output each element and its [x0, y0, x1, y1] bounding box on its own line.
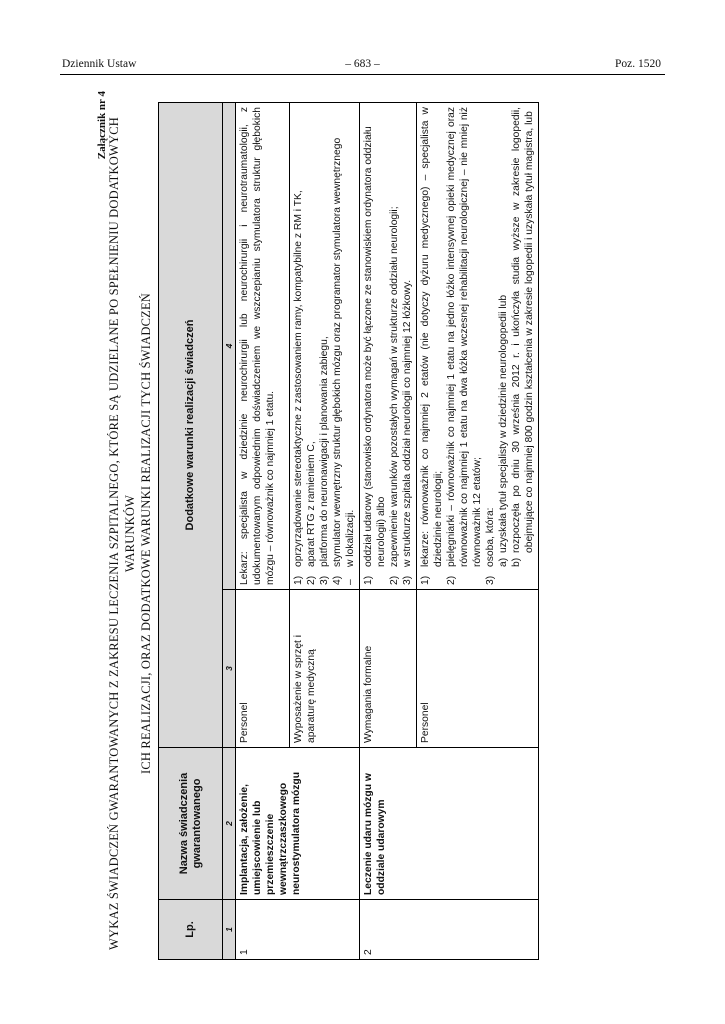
personnel-sublist	[497, 107, 536, 567]
header-conditions: Dodatkowe warunki realizacji świadczeń	[159, 103, 223, 748]
journal-name: Dziennik Ustaw	[62, 58, 137, 70]
list-item: 2) pielęgniarki – równoważnik co najmniej 1 etatu na jedno łóżko intensywnej opieki medycznej oraz równoważnik co najmniej 1 etatu na dwa łóżka wczesnej rehabilitacji neurologicznej – nie mniej niż równoważnik 12 etatów;	[446, 107, 483, 585]
condition-cell	[417, 103, 539, 590]
table-row	[360, 103, 417, 960]
row-service-name: Implantacja, założenie, umiejscowienie lub przemieszczenie wewnątrzczaszkowego neurostymulatora mózgu	[236, 748, 360, 900]
equipment-list	[292, 107, 344, 585]
list-item: 1) lekarze: równoważnik co najmniej 2 etatów (nie dotyczy dyżuru medycznego) – specjalista w dziedzinie neurologii;	[420, 107, 444, 585]
rotated-page-content	[92, 91, 664, 976]
header-rule	[60, 74, 665, 75]
page-number: – 683 –	[345, 58, 380, 70]
document-title	[106, 91, 154, 976]
col-number: 1	[223, 900, 236, 960]
list-item: 2) zapewnienie warunków pozostałych wymagań w strukturze oddziału neurologii;	[389, 206, 400, 585]
position-number: Poz. 1520	[615, 58, 661, 70]
list-item: 1) oprzyrządowanie stereotaktyczne z zastosowaniem ramy, kompatybilne z RM i TK,	[293, 190, 304, 585]
list-item: 3) osoba, która: a) uzyskała tytuł specjalisty w dziedzinie neurologopedii lub b) rozpoczęła po dniu 30 września 2012 r. i ukończyła studia wyższe w zakresie logopedii, obejmujące co najmniej 800 godzin kształcenia w zakresie logopedii i uzyskała tytuł magistra, lub	[485, 107, 535, 585]
category-cell: Personel	[236, 590, 290, 748]
list-item: 3) w strukturze szpitala oddział neurologii co najmniej 12 łóżkowy.	[402, 279, 413, 585]
list-item: 4) stymulator wewnętrzny struktur głębokich mózgu oraz programator stymulatora wewnętrznego	[332, 137, 343, 585]
category-cell: Personel	[417, 590, 539, 748]
col-number: 2	[223, 748, 236, 900]
header-lp: Lp.	[159, 900, 223, 960]
header-row	[159, 103, 223, 960]
title-line-1: WYKAZ ŚWIADCZEŃ GWARANTOWANYCH Z ZAKRESU LECZENIA SZPITALNEGO, KTÓRE SĄ UDZIELANE PO SPEŁNIENIU DODATKOWYCH WARUNKÓW	[107, 117, 137, 950]
condition-cell: Lekarz: specjalista w dziedzinie neurochirurgii lub neurochirurgii i neurotraumatologii, z udokumentowanym odpowiednim doświadczeniem we wszczepianiu stymulatora struktur głębokich mózgu – równoważnik co najmniej 1 etatu.	[236, 103, 290, 590]
row-lp: 2	[360, 900, 539, 960]
condition-cell	[360, 103, 417, 590]
header-name: Nazwa świadczenia gwarantowanego	[159, 748, 223, 900]
category-cell: Wyposażenie w sprzęt i aparaturę medyczną	[290, 590, 360, 748]
title-line-2: ICH REALIZACJI, ORAZ DODATKOWE WARUNKI REALIZACJI TYCH ŚWIADCZEŃ	[139, 292, 153, 775]
list-item: 1) oddział udarowy (stanowisko ordynatora może być łączone ze stanowiskiem ordynatora oddziału neurologii) albo	[363, 126, 387, 585]
col-number: 4	[223, 103, 236, 590]
list-item: b) rozpoczęła po dniu 30 września 2012 r. i ukończyła studia wyższe w zakresie logopedii, obejmujące co najmniej 800 godzin kształcenia w zakresie logopedii i uzyskała tytuł magistra, lub	[511, 107, 535, 567]
column-number-row	[223, 103, 236, 960]
formal-requirements-list	[362, 107, 414, 585]
annex-label: Załącznik nr 4	[96, 91, 108, 160]
list-item: 2) aparat RTG z ramieniem C,	[306, 441, 317, 585]
row-lp: 1	[236, 900, 360, 960]
equipment-note: – w lokalizacji.	[345, 509, 356, 585]
col-number: 3	[223, 590, 236, 748]
condition-cell	[290, 103, 360, 590]
personnel-list	[419, 107, 536, 585]
table-row	[236, 103, 290, 960]
row-service-name: Leczenie udaru mózgu w oddziale udarowym	[360, 748, 539, 900]
list-item: a) uzyskała tytuł specjalisty w dziedzinie neurologopedii lub	[498, 294, 509, 567]
list-item: 3) platforma do neuronawigacji i planowania zabiegu,	[319, 336, 330, 585]
category-cell: Wymagania formalne	[360, 590, 417, 748]
services-table	[158, 102, 539, 960]
